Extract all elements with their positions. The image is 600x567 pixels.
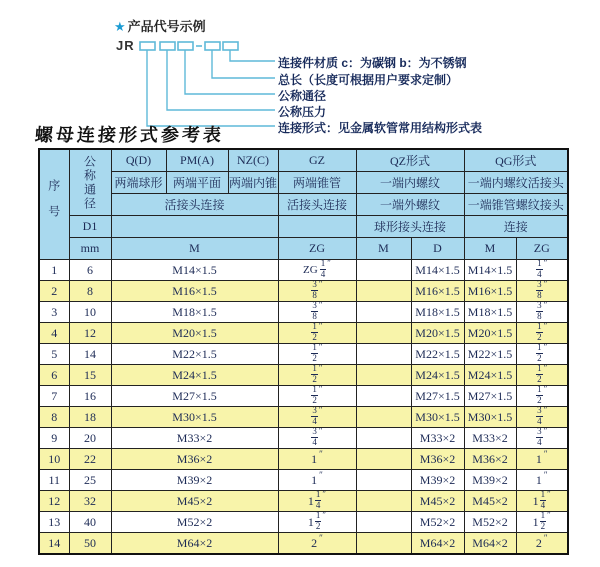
cell-seq: 10 [39,449,69,470]
table-row [39,512,568,533]
header-col-q: Q(D) [111,149,166,172]
cell-m: M27×1.5 [111,386,278,407]
header-qz-row2: 一端内螺纹 [356,172,464,194]
header-qz-m: M [356,238,411,260]
header-qg-row4: 连接 [464,216,568,238]
cell-gz: $\frac{1}{2}$ ″ [278,344,356,365]
cell-mm: 10 [69,302,111,323]
cell-mm: 22 [69,449,111,470]
nut-connection-reference-table [38,148,569,555]
cell-qg-m: M45×2 [464,491,516,512]
cell-qg-m: M18×1.5 [464,302,516,323]
table-row [39,428,568,449]
cell-gz: 2 ″ [278,533,356,555]
cell-seq: 2 [39,281,69,302]
table-row [39,470,568,491]
cell-qz-d: M24×1.5 [411,365,464,386]
cell-qg-zg: $\frac{3}{4}$ ″ [516,407,568,428]
cell-qz-m [356,428,411,449]
cell-qz-d: M30×1.5 [411,407,464,428]
cell-qg-m: M39×2 [464,470,516,491]
cell-qg-m: M22×1.5 [464,344,516,365]
cell-qg-m: M33×2 [464,428,516,449]
code-box-5 [223,42,238,50]
cell-qz-d: M27×1.5 [411,386,464,407]
header-d1: D1 [69,216,111,238]
cell-m: M33×2 [111,428,278,449]
cell-m: M36×2 [111,449,278,470]
cell-mm: 40 [69,512,111,533]
code-box-2 [160,42,175,50]
cell-gz: $\frac{1}{2}$ ″ [278,323,356,344]
connector-lines [147,50,275,126]
cell-qz-m [356,281,411,302]
cell-qg-zg: 1 ″ [516,470,568,491]
header-col-nz: NZ(C) [228,149,278,172]
code-box-group [140,42,238,50]
cell-qg-zg: $\frac{3}{8}$ ″ [516,281,568,302]
cell-qg-m: M24×1.5 [464,365,516,386]
cell-mm: 12 [69,323,111,344]
cell-qg-zg: $\frac{1}{4}$ ″ [516,260,568,281]
cell-qz-d: M64×2 [411,533,464,555]
cell-m: M45×2 [111,491,278,512]
cell-seq: 9 [39,428,69,449]
table-row [39,449,568,470]
cell-qz-m [356,260,411,281]
cell-qg-zg: 1 $\frac{1}{2}$ ″ [516,512,568,533]
cell-seq: 12 [39,491,69,512]
table-row [39,344,568,365]
header-gz-sub: 两端锥管 [278,172,356,194]
cell-mm: 14 [69,344,111,365]
header-mm: mm [69,238,111,260]
cell-qg-m: M27×1.5 [464,386,516,407]
table-row [39,323,568,344]
diagram-label-diameter: 公称通径 [278,89,327,103]
cell-mm: 32 [69,491,111,512]
cell-mm: 25 [69,470,111,491]
cell-qg-zg: 1 $\frac{1}{4}$ ″ [516,491,568,512]
cell-qg-zg: $\frac{3}{4}$ ″ [516,428,568,449]
cell-seq: 5 [39,344,69,365]
header-qg-zg: ZG [516,238,568,260]
header-qz-d: D [411,238,464,260]
diagram-heading-text: 产品代号示例 [127,19,206,34]
cell-qz-m [356,491,411,512]
cell-qz-d: M16×1.5 [411,281,464,302]
cell-qg-m: M20×1.5 [464,323,516,344]
cell-seq: 3 [39,302,69,323]
cell-qz-m [356,302,411,323]
cell-mm: 20 [69,428,111,449]
header-seq: 序号 [39,149,69,260]
cell-qz-d: M36×2 [411,449,464,470]
cell-qg-m: M36×2 [464,449,516,470]
cell-m: M24×1.5 [111,365,278,386]
table-row [39,281,568,302]
cell-qg-zg: $\frac{1}{2}$ ″ [516,344,568,365]
table-row [39,533,568,555]
cell-qz-d: M18×1.5 [411,302,464,323]
star-icon: ★ [114,19,126,34]
cell-gz: $\frac{1}{2}$ ″ [278,386,356,407]
cell-m: M39×2 [111,470,278,491]
cell-seq: 7 [39,386,69,407]
cell-qz-d: M33×2 [411,428,464,449]
cell-qz-d: M22×1.5 [411,344,464,365]
table-row [39,365,568,386]
cell-qg-m: M16×1.5 [464,281,516,302]
header-q-sub: 两端球形 [111,172,166,194]
cell-qz-m [356,386,411,407]
cell-m: M18×1.5 [111,302,278,323]
header-m-left: M [111,238,278,260]
header-col-qg: QG形式 [464,149,568,172]
cell-mm: 16 [69,386,111,407]
cell-qz-m [356,323,411,344]
cell-qz-m [356,365,411,386]
table-title: 螺母连接形式参考表 [34,125,225,145]
code-prefix: JR [116,38,135,53]
cell-seq: 4 [39,323,69,344]
cell-mm: 50 [69,533,111,555]
cell-gz: 1 ″ [278,449,356,470]
code-box-1 [140,42,155,50]
cell-gz: $\frac{1}{2}$ ″ [278,365,356,386]
cell-qz-d: M45×2 [411,491,464,512]
cell-m: M64×2 [111,533,278,555]
cell-qz-d: M52×2 [411,512,464,533]
header-qg-row2: 一端内螺纹活接头 [464,172,568,194]
cell-gz: $\frac{3}{8}$ ″ [278,302,356,323]
cell-seq: 13 [39,512,69,533]
cell-qg-zg: 2 ″ [516,533,568,555]
header-empty-left [111,216,278,238]
cell-gz: 1 $\frac{1}{4}$ ″ [278,491,356,512]
cell-qg-zg: $\frac{3}{8}$ ″ [516,302,568,323]
cell-qg-zg: $\frac{1}{2}$ ″ [516,323,568,344]
cell-qg-m: M14×1.5 [464,260,516,281]
cell-mm: 8 [69,281,111,302]
table-row [39,407,568,428]
header-zg-gz: ZG [278,238,356,260]
cell-gz: $\frac{3}{4}$ ″ [278,428,356,449]
code-box-3 [178,42,193,50]
table-row [39,260,568,281]
cell-gz: $\frac{3}{4}$ ″ [278,407,356,428]
cell-mm: 15 [69,365,111,386]
cell-qg-m: M30×1.5 [464,407,516,428]
cell-seq: 6 [39,365,69,386]
header-col-qz: QZ形式 [356,149,464,172]
header-qg-row3: 一端锥管螺纹接头 [464,194,568,216]
header-gz-conn: 活接头连接 [278,194,356,216]
table-row [39,491,568,512]
cell-qz-m [356,512,411,533]
table-body [39,260,568,555]
cell-mm: 6 [69,260,111,281]
header-empty-gz [278,216,356,238]
cell-seq: 1 [39,260,69,281]
cell-m: M16×1.5 [111,281,278,302]
cell-qg-zg: $\frac{1}{2}$ ″ [516,386,568,407]
cell-gz: 1 ″ [278,470,356,491]
diagram-label-pressure: 公称压力 [278,105,327,119]
header-diameter: 公称通径 [69,149,111,216]
table-row [39,302,568,323]
diagram-label-material: 连接件材质 c：为碳钢 b：为不锈钢 [278,56,467,70]
cell-seq: 8 [39,407,69,428]
cell-m: M14×1.5 [111,260,278,281]
header-union-conn: 活接头连接 [111,194,278,216]
header-col-pm: PM(A) [166,149,228,172]
table-header [39,149,568,260]
cell-qz-m [356,344,411,365]
cell-qg-m: M52×2 [464,512,516,533]
cell-qg-zg: 1 ″ [516,449,568,470]
diagram-label-connection: 连接形式：见金属软管常用结构形式表 [278,121,483,135]
cell-m: M20×1.5 [111,323,278,344]
cell-m: M30×1.5 [111,407,278,428]
header-qz-row3: 一端外螺纹 [356,194,464,216]
cell-gz: ZG $\frac{1}{4}$ ″ [278,260,356,281]
cell-m: M52×2 [111,512,278,533]
cell-qz-m [356,533,411,555]
cell-qg-zg: $\frac{1}{2}$ ″ [516,365,568,386]
cell-qz-d: M14×1.5 [411,260,464,281]
code-box-4 [205,42,220,50]
cell-seq: 11 [39,470,69,491]
cell-mm: 18 [69,407,111,428]
header-qz-row4: 球形接头连接 [356,216,464,238]
cell-qz-m [356,449,411,470]
cell-gz: 1 $\frac{1}{2}$ ″ [278,512,356,533]
header-pm-sub: 两端平面 [166,172,228,194]
cell-qz-m [356,470,411,491]
cell-m: M22×1.5 [111,344,278,365]
cell-qz-m [356,407,411,428]
cell-seq: 14 [39,533,69,555]
header-nz-sub: 两端内锥 [228,172,278,194]
diagram-label-length: 总长（长度可根据用户要求定制） [278,73,459,87]
cell-gz: $\frac{3}{8}$ ″ [278,281,356,302]
cell-qg-m: M64×2 [464,533,516,555]
cell-qz-d: M20×1.5 [411,323,464,344]
header-qg-m: M [464,238,516,260]
cell-qz-d: M39×2 [411,470,464,491]
header-col-gz: GZ [278,149,356,172]
table-row [39,386,568,407]
